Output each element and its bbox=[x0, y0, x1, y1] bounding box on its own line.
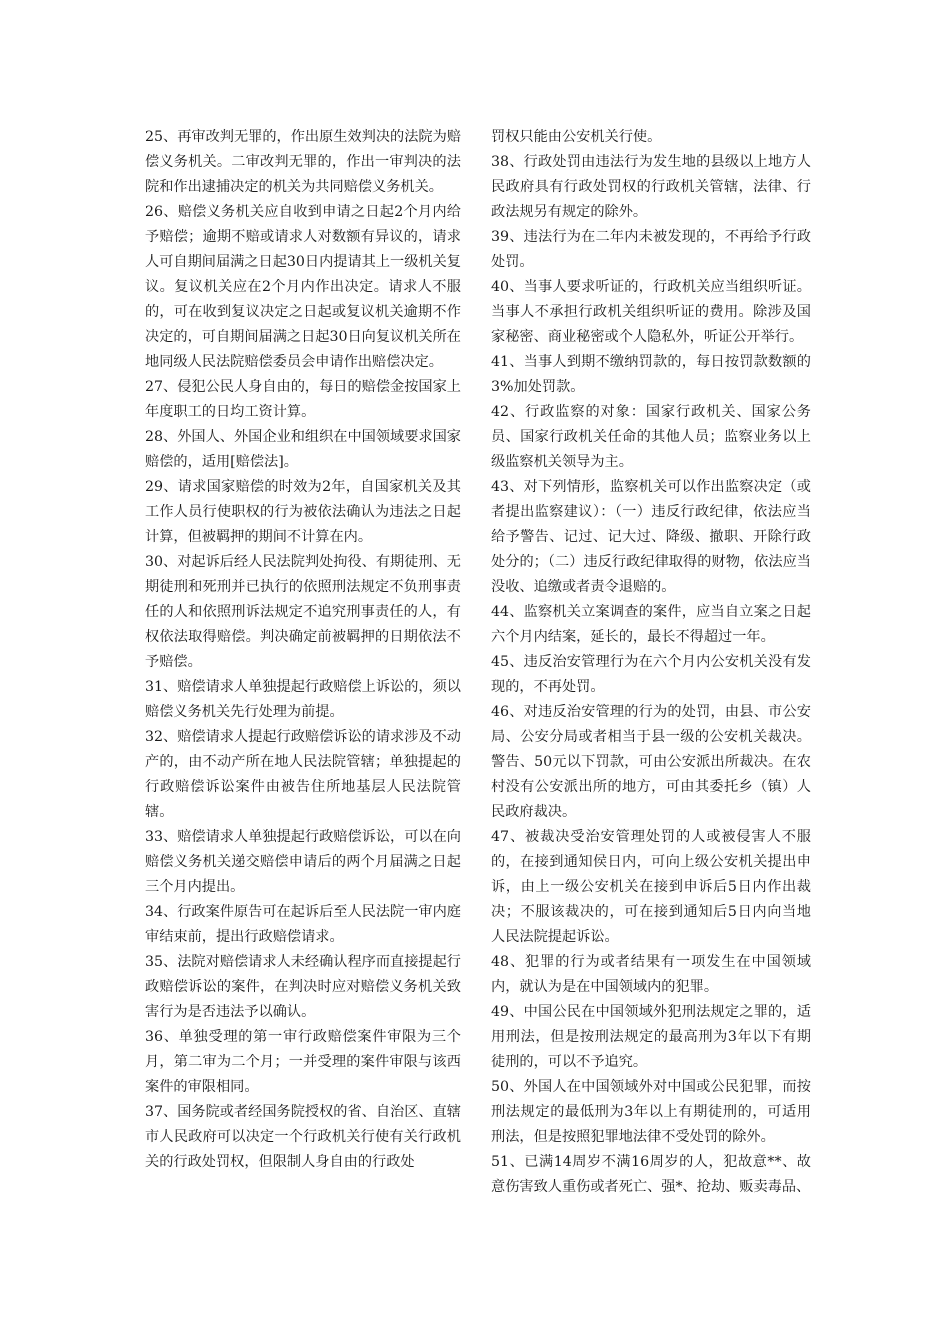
paragraph-29: 29、请求国家赔偿的时效为2年，自国家机关及其工作人员行使职权的行为被依法确认为违法之日起计算，但被羁押的期间不计算在内。 bbox=[145, 479, 461, 545]
paragraph-48: 48、犯罪的行为或者结果有一项发生在中国领域内，就认为是在中国领域内的犯罪。 bbox=[491, 954, 811, 995]
paragraph-50: 50、外国人在中国领域外对中国或公民犯罪，而按刑法规定的最低刑为3年以上有期徒刑的，可适用刑法，但是按照犯罪地法律不受处罚的除外。 bbox=[491, 1079, 811, 1145]
right-column bbox=[491, 125, 811, 1200]
paragraph-35: 35、法院对赔偿请求人未经确认程序而直接提起行政赔偿诉讼的案件，在判决时应对赔偿义务机关致害行为是否违法予以确认。 bbox=[145, 954, 461, 1020]
paragraph-31: 31、赔偿请求人单独提起行政赔偿上诉讼的，须以赔偿义务机关先行处理为前提。 bbox=[145, 679, 461, 720]
paragraph-38: 38、行政处罚由违法行为发生地的县级以上地方人民政府具有行政处罚权的行政机关管辖，法律、行政法规另有规定的除外。 bbox=[491, 154, 811, 220]
paragraph-34: 34、行政案件原告可在起诉后至人民法院一审内庭审结束前，提出行政赔偿请求。 bbox=[145, 904, 461, 945]
paragraph-51: 51、已满14周岁不满16周岁的人，犯故意**、故意伤害致人重伤或者死亡、强*、抢劫、贩卖毒品、 bbox=[491, 1154, 811, 1195]
paragraph-37-continued: 罚权只能由公安机关行使。 bbox=[491, 129, 662, 145]
paragraph-40: 40、当事人要求听证的，行政机关应当组织听证。当事人不承担行政机关组织听证的费用。除涉及国家秘密、商业秘密或个人隐私外，听证公开举行。 bbox=[491, 279, 811, 345]
paragraph-43: 43、对下列情形，监察机关可以作出监察决定（或者提出监察建议）：（一）违反行政纪律，依法应当给予警告、记过、记大过、降级、撤职、开除行政处分的；（二）违反行政纪律取得的财物，依法应当没收、追缴或者责令退赔的。 bbox=[491, 479, 811, 595]
paragraph-46: 46、对违反治安管理的行为的处罚，由县、市公安局、公安分局或者相当于县一级的公安机关裁决。警告、50元以下罚款，可由公安派出所裁决。在农村没有公安派出所的地方，可由其委托乡（镇）人民政府裁决。 bbox=[491, 704, 811, 820]
left-column bbox=[145, 125, 461, 1175]
paragraph-36: 36、单独受理的第一审行政赔偿案件审限为三个月，第二审为二个月；一并受理的案件审限与该西案件的审限相同。 bbox=[145, 1029, 461, 1095]
paragraph-27: 27、侵犯公民人身自由的，每日的赔偿金按国家上年度职工的日均工资计算。 bbox=[145, 379, 461, 420]
paragraph-49: 49、中国公民在中国领域外犯刑法规定之罪的，适用刑法，但是按刑法规定的最高刑为3年以下有期徒刑的，可以不予追究。 bbox=[491, 1004, 811, 1070]
paragraph-30: 30、对起诉后经人民法院判处拘役、有期徒刑、无期徒刑和死刑并已执行的依照刑法规定不负刑事责任的人和依照刑诉法规定不追究刑事责任的人，有权依法取得赔偿。判决确定前被羁押的日期依法不予赔偿。 bbox=[145, 554, 461, 670]
paragraph-25: 25、再审改判无罪的，作出原生效判决的法院为赔偿义务机关。二审改判无罪的，作出一审判决的法院和作出逮捕决定的机关为共同赔偿义务机关。 bbox=[145, 129, 461, 195]
paragraph-44: 44、监察机关立案调查的案件，应当自立案之日起六个月内结案，延长的，最长不得超过一年。 bbox=[491, 604, 811, 645]
paragraph-41: 41、当事人到期不缴纳罚款的，每日按罚款数额的3%加处罚款。 bbox=[491, 354, 811, 395]
paragraph-32: 32、赔偿请求人提起行政赔偿诉讼的请求涉及不动产的，由不动产所在地人民法院管辖；单独提起的行政赔偿诉讼案件由被告住所地基层人民法院管辖。 bbox=[145, 729, 461, 820]
paragraph-47: 47、被裁决受治安管理处罚的人或被侵害人不服的，在接到通知侯日内，可向上级公安机关提出申诉，由上一级公安机关在接到申诉后5日内作出裁决；不服该裁决的，可在接到通知后5日内向当地人民法院提起诉讼。 bbox=[491, 829, 811, 945]
paragraph-33: 33、赔偿请求人单独提起行政赔偿诉讼，可以在向赔偿义务机关递交赔偿申请后的两个月届满之日起三个月内提出。 bbox=[145, 829, 461, 895]
paragraph-28: 28、外国人、外国企业和组织在中国领域要求国家赔偿的，适用[赔偿法]。 bbox=[145, 429, 461, 470]
paragraph-45: 45、违反治安管理行为在六个月内公安机关没有发现的，不再处罚。 bbox=[491, 654, 811, 695]
paragraph-39: 39、违法行为在二年内未被发现的，不再给予行政处罚。 bbox=[491, 229, 811, 270]
paragraph-26: 26、赔偿义务机关应自收到申请之日起2个月内给予赔偿；逾期不赔或请求人对数额有异议的，请求人可自期间届满之日起30日内提请其上一级机关复议。复议机关应在2个月内作出决定。请求人不服的，可在收到复议决定之日起或复议机关逾期不作决定的，可自期间届满之日起30日向复议机关所在地同级人民法院赔偿委员会申请作出赔偿决定。 bbox=[145, 204, 461, 370]
paragraph-42: 42、行政监察的对象：国家行政机关、国家公务员、国家行政机关任命的其他人员；监察业务以上级监察机关领导为主。 bbox=[491, 404, 811, 470]
paragraph-37: 37、国务院或者经国务院授权的省、自治区、直辖市人民政府可以决定一个行政机关行使有关行政机关的行政处罚权，但限制人身自由的行政处 bbox=[145, 1104, 461, 1170]
